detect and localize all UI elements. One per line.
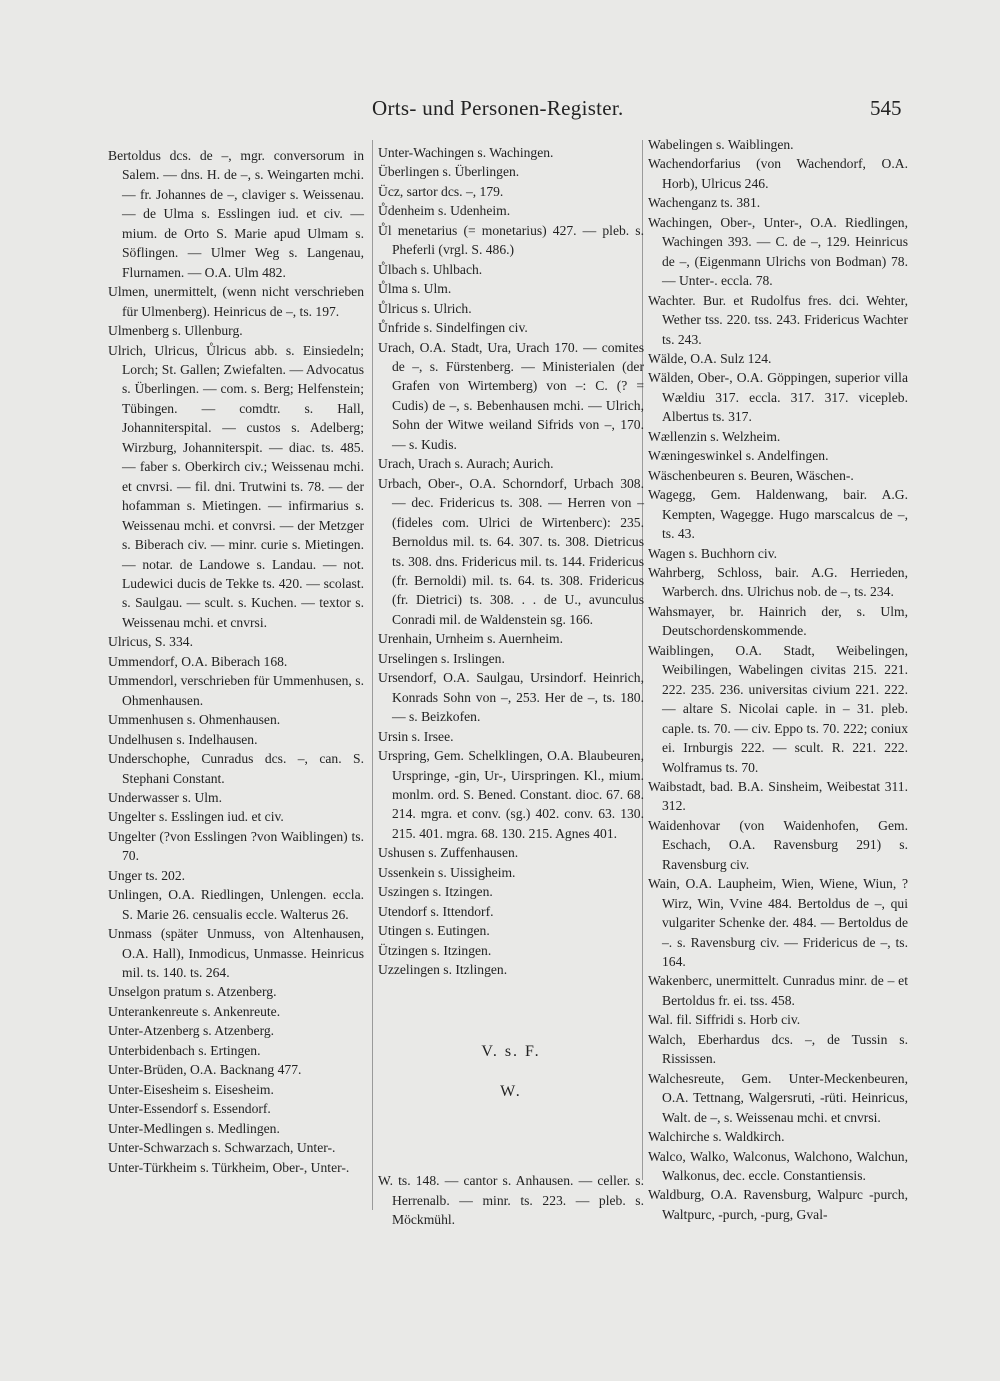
register-entry: Urspring, Gem. Schelklingen, O.A. Blaubeuren, Urspringe, -gin, Ur-, Uirspringen. Kl., mium. monlm. ord. S. Bened. Constant. dioc. 67. 68. 214. mgra. et conv. (sg.) 402. conv. 63. 130. 215. 401. mgra. 68. 130. 215. Agnes 401. [378, 748, 644, 841]
register-entry: Ulricus, S. 334. [108, 634, 193, 650]
register-entry: Ůlricus s. Ulrich. [378, 300, 472, 316]
register-entry: Urach, Urach s. Aurach; Aurich. [378, 456, 554, 472]
register-entry: Walch, Eberhardus dcs. –, de Tussin s. Rississen. [648, 1031, 908, 1067]
register-entry: Wagegg, Gem. Haldenwang, bair. A.G. Kempten, Wagegge. Hugo marscalcus de –, ts. 43. [648, 487, 908, 542]
register-entry: Walchesreute, Gem. Unter-Meckenbeuren, O.A. Tettnang, Walgersruti, -rüti. Heinricus, Walt. de –, s. Weissenau mchi. et cnvrsi. [648, 1070, 908, 1125]
register-entry: Wäschenbeuren s. Beuren, Wäschen-. [648, 467, 854, 483]
register-entry: Unselgon pratum s. Atzenberg. [108, 984, 277, 1000]
register-entry: Wachendorfarius (von Wachendorf, O.A. Horb), Ulricus 246. [648, 156, 908, 191]
register-entry: Ussenkein s. Uissigheim. [378, 864, 516, 880]
register-entry: Unter-Schwarzach s. Schwarzach, Unter-. [108, 1140, 336, 1156]
register-column-right [648, 135, 908, 1224]
register-entry: Bertoldus dcs. de –, mgr. conversorum in Salem. — dns. H. de –, s. Weingarten mchi. — fr. Johannes de –, claviger s. Weissenau. — de Ulma s. Esslingen iud. et civ. — mium. de Orto S. Marie apud Ulmam s. Söflingen. — Ulmer Weg s. Langenau, Flurnamen. — O.A. Ulm 482. [108, 148, 364, 280]
register-entry: Wællenzin s. Welzheim. [648, 428, 781, 444]
register-entry: Urbach, Ober-, O.A. Schorndorf, Urbach 308. — dec. Fridericus ts. 308. — Herren von – (fideles com. Ulrici de Wirtenberc): 235. Bernoldus mil. ts. 64. 307. ts. 308. Dietricus ts. 308. dns. Fridericus mil. ts. 144. Fridericus (fr. Bernoldi) mil. ts. 64. ts. 308. Fridericus (fr. Dietrici) ts. 308. . . de U., avunculus Conradi mil. de Waldenstein sg. 166. [378, 475, 644, 627]
register-entry: Unterbidenbach s. Ertingen. [108, 1042, 261, 1058]
register-entry: Unger ts. 202. [108, 867, 186, 883]
register-entry: Walco, Walko, Walconus, Walchono, Walchun, Walkonus, dec. eccle. Constantiensis. [648, 1148, 908, 1184]
register-entry: Wakenberc, unermittelt. Cunradus minr. de – et Bertoldus fr. ei. tss. 458. [648, 973, 908, 1008]
register-entry: Waldburg, O.A. Ravensburg, Walpurc -purch, Waltpurc, -purch, -purg, Gval- [648, 1187, 908, 1222]
page-number: 545 [870, 96, 902, 120]
section-heading-v: V. s. F. [481, 1043, 541, 1061]
register-entry: Urach, O.A. Stadt, Ura, Urach 170. — comites de –, s. Fürstenberg. — Ministerialen (der Grafen von Wirtemberg) von –: C. (? = Cudis) de –, s. Bebenhausen mchi. — Ulrich, Sohn der Witwe weiland Sifrids von –, 170. — s. Kudis. [378, 339, 644, 452]
register-entry: Unter-Türkheim s. Türkheim, Ober-, Unter-. [108, 1159, 350, 1175]
register-entry: Walchirche s. Waldkirch. [648, 1129, 785, 1145]
register-entry: Wälde, O.A. Sulz 124. [648, 350, 772, 366]
register-entry: Waiblingen, O.A. Stadt, Weibelingen, Weibilingen, Wabelingen civitas 215. 221. 222. 235. 236. universitas civium 221. 222. — altare S. Nicolai caple. in – 31. pleb. caple. ts. 70. — civ. Eppo ts. 70. 222; coniux ei. Irnburgis 222. — scult. R. 221. 222. Wolframus ts. 70. [648, 642, 908, 775]
register-entry: Unter-Wachingen s. Wachingen. [378, 145, 554, 160]
register-entry: Ůl menetarius (= monetarius) 427. — pleb. s. Pheferli (vrgl. S. 486.) [378, 222, 644, 258]
register-entry: Wal. fil. Siffridi s. Horb civ. [648, 1012, 801, 1028]
register-entry: Underschophe, Cunradus dcs. –, can. S. Stephani Constant. [108, 751, 364, 786]
register-entry: Ursendorf, O.A. Saulgau, Ursindorf. Heinrich, Konrads Sohn von –, 253. Her de –, ts. 180. — s. Beizkofen. [378, 670, 644, 725]
register-entry: Wahsmayer, br. Hainrich der, s. Ulm, Deutschordenskommende. [648, 603, 908, 639]
register-entry: Wachter. Bur. et Rudolfus fres. dci. Wehter, Wether tss. 220. tss. 243. Fridericus Wachter ts. 243. [648, 292, 908, 347]
register-entry: Ursin s. Irsee. [378, 728, 454, 744]
register-entry: Ungelter (?von Esslingen ?von Waiblingen) ts. 70. [108, 828, 364, 864]
register-entry: Ummenhusen s. Ohmenhausen. [108, 712, 281, 728]
register-entry: Utingen s. Eutingen. [378, 923, 490, 939]
register-entry: Wälden, Ober-, O.A. Göppingen, superior villa Wældiu 317. eccla. 317. 317. vicepleb. Albertus ts. 317. [648, 370, 908, 425]
register-entry: Ulrich, Ulricus, Ůlricus abb. s. Einsiedeln; Lorch; St. Gallen; Zwiefalten. — Advocatus s. Überlingen. — com. s. Berg; Helfenstein; Tübingen. — comdtr. s. Hall, Johanniterspital. — custos s. Adelberg; Wirzburg, Johanniterspit. — diac. ts. 485. — faber s. Oberkirch civ.; Weissenau mchi. et cnvrsi. — fil. dni. Trutwini ts. 78. — der hofamman s. Mietingen. — infirmarius s. Weissenau mchi. et convrsi. — der Metzger s. Biberach civ. — minr. curie s. Mietingen. — notar. de Landowe s. Landau. — not. Ludewici ducis de Tekke ts. 420. — scolast. s. Saulgau. — scult. s. Kuchen. — textor s. Weissenau mchi. et cnvrsi. [108, 342, 364, 630]
register-entry: Uzzelingen s. Itzlingen. [378, 962, 508, 978]
register-entry: W. ts. 148. — cantor s. Anhausen. — celler. s. Herrenalb. — minr. ts. 223. — pleb. s. Möckmühl. [378, 1173, 644, 1228]
register-entry: Unterankenreute s. Ankenreute. [108, 1003, 281, 1019]
register-entry: Ulmen, unermittelt, (wenn nicht verschrieben für Ulmenberg). Heinricus de –, ts. 197. [108, 284, 364, 319]
register-entry: Überlingen s. Überlingen. [378, 164, 520, 180]
register-column-left [108, 146, 364, 1177]
register-entry: Unter-Brüden, O.A. Backnang 477. [108, 1062, 302, 1078]
register-entry: Wæningeswinkel s. Andelfingen. [648, 448, 829, 464]
register-entry: Ůlma s. Ulm. [378, 281, 452, 297]
register-entry: Wain, O.A. Laupheim, Wien, Wiene, Wiun, ?Wirz, Win, Vvine 484. Bertoldus de –, qui vulgariter Schenke der. 484. — Bertoldus de –. s. Ravensburg civ. — Fridericus de –, ts. 164. [648, 876, 908, 970]
register-entry: Unlingen, O.A. Riedlingen, Unlengen. eccla. S. Marie 26. censualis eccle. Walterus 26. [108, 887, 364, 922]
register-entry: Unter-Eisesheim s. Eisesheim. [108, 1081, 274, 1097]
register-entry: Unter-Atzenberg s. Atzenberg. [108, 1023, 275, 1039]
register-entry: Ützingen s. Itzingen. [378, 942, 492, 958]
register-entry: Ůdenheim s. Udenheim. [378, 203, 511, 219]
column-divider [372, 140, 373, 1210]
register-entry: Ůlbach s. Uhlbach. [378, 261, 483, 277]
register-entry: Ulmenberg s. Ullenburg. [108, 323, 243, 339]
register-entry: Uszingen s. Itzingen. [378, 884, 493, 900]
register-entry: Ücz, sartor dcs. –, 179. [378, 183, 504, 199]
register-entry: Underwasser s. Ulm. [108, 789, 223, 805]
register-entry: Ungelter s. Esslingen iud. et civ. [108, 809, 284, 825]
register-entry: Wahrberg, Schloss, bair. A.G. Herrieden, Warberch. dns. Ulrichus nob. de –, ts. 234. [648, 564, 908, 600]
register-entry: Unter-Essendorf s. Essendorf. [108, 1101, 271, 1117]
register-entry: Unter-Medlingen s. Medlingen. [108, 1120, 280, 1136]
section-heading-w: W. [500, 1083, 522, 1101]
register-column-middle [378, 143, 644, 1230]
register-entry: Wagen s. Buchhorn civ. [648, 545, 778, 561]
register-entry: Waidenhovar (von Waidenhofen, Gem. Eschach, O.A. Ravensburg 291) s. Ravensburg civ. [648, 817, 908, 872]
register-entry: Urselingen s. Irslingen. [378, 650, 505, 666]
register-entry: Unmass (später Unmuss, von Altenhausen, O.A. Hall), Inmodicus, Unmasse. Heinricus mil. ts. 140. ts. 264. [108, 926, 364, 981]
register-entry: Ummendorf, O.A. Biberach 168. [108, 653, 288, 669]
register-entry: Wachenganz ts. 381. [648, 195, 761, 211]
register-entry: Ůnfride s. Sindelfingen civ. [378, 320, 528, 336]
register-entry: Wabelingen s. Waiblingen. [648, 137, 794, 152]
register-entry: Waibstadt, bad. B.A. Sinsheim, Weibestat 311. 312. [648, 778, 908, 814]
register-entry: Undelhusen s. Indelhausen. [108, 731, 258, 747]
register-entry: Wachingen, Ober-, Unter-, O.A. Riedlingen, Wachingen 393. — C. de –, 129. Heinricus de –, (Eigenmann Ulrichs von Bodman) 78. — Unter-. eccla. 78. [648, 214, 908, 289]
register-entry: Ushusen s. Zuffenhausen. [378, 845, 519, 861]
page-header [0, 96, 1000, 132]
register-entry: Urenhain, Urnheim s. Auernheim. [378, 631, 563, 647]
page-title: Orts- und Personen-Register. [372, 96, 624, 120]
register-entry: Ummendorl, verschrieben für Ummenhusen, s. Ohmenhausen. [108, 673, 364, 708]
register-entry: Utendorf s. Ittendorf. [378, 903, 494, 919]
